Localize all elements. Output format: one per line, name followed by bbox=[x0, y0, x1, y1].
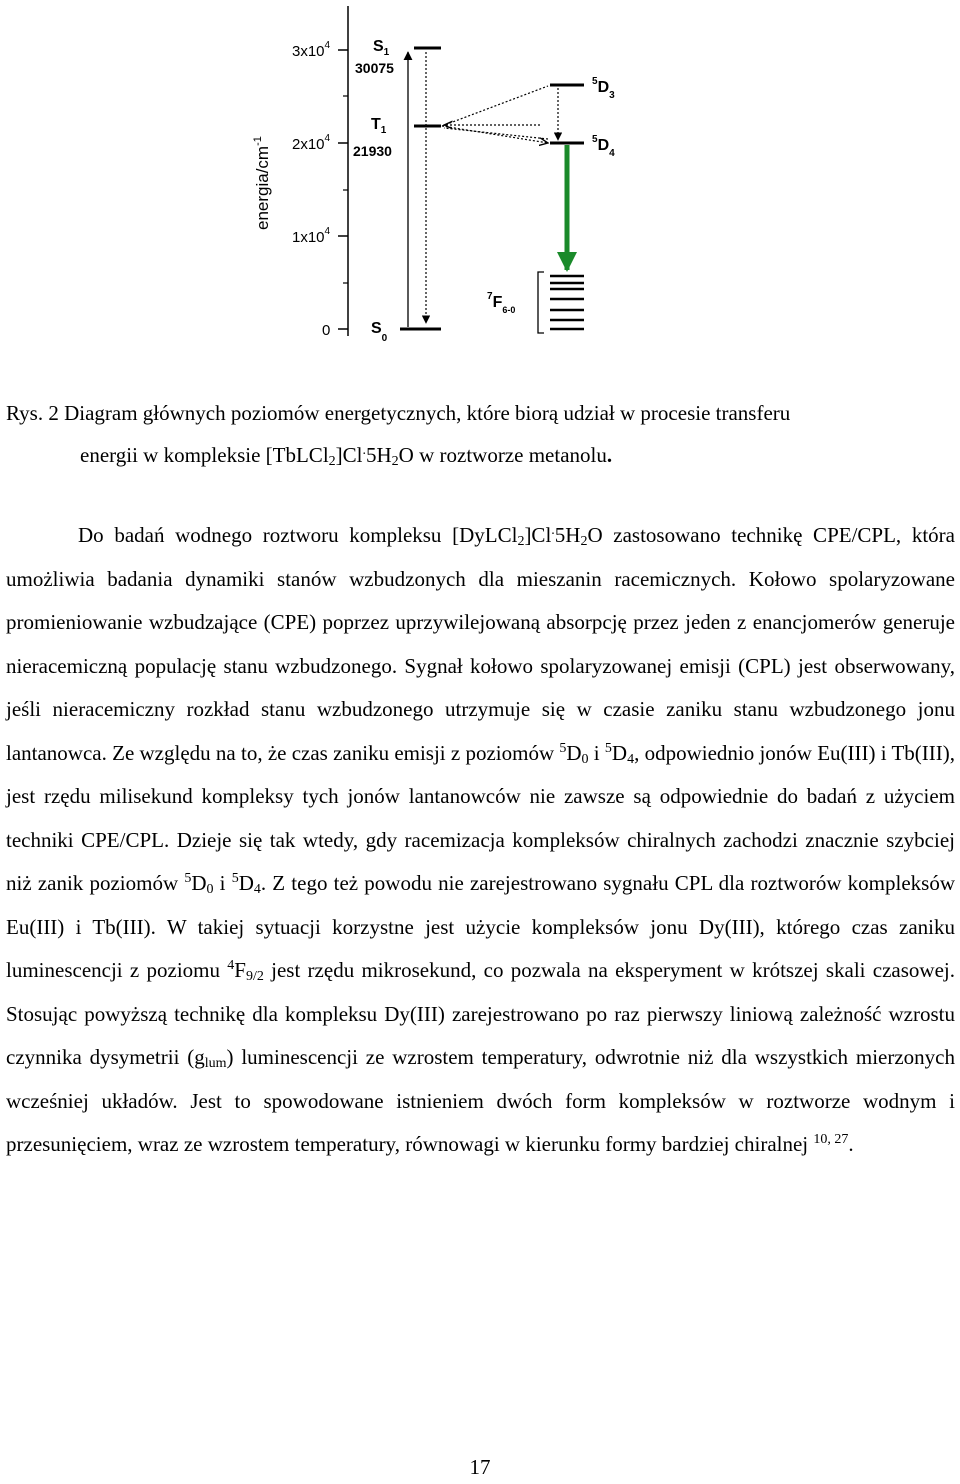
transfer-arrow-t1-d4 bbox=[442, 126, 548, 143]
tick-label: 0 bbox=[322, 322, 331, 339]
t1-label: $T_1$ bbox=[371, 116, 387, 136]
s0-label: $S_0$ bbox=[371, 320, 388, 344]
d3-label: $^5D_3$ bbox=[592, 76, 615, 101]
tick-label: $3x10^4$ bbox=[292, 40, 331, 60]
d4-label: $^5D_4$ bbox=[592, 134, 615, 159]
axis-label: energia/$cm^{-1}$ bbox=[252, 136, 272, 230]
energy-level-diagram bbox=[240, 0, 640, 355]
f-manifold bbox=[550, 276, 584, 329]
caption-line-1: Rys. 2 Diagram głównych poziomów energetycznych, które biorą udział w procesie transferu bbox=[6, 401, 791, 425]
page-number: 17 bbox=[469, 1455, 491, 1479]
s1-label: $S_1$ bbox=[373, 38, 390, 58]
back-transfer-arrow-2 bbox=[444, 128, 548, 139]
f-label: $^7F_{6-0}$ bbox=[487, 291, 516, 315]
caption-line-2: energii w kompleksie $[TbLCl_2]Cl^.5H_2O$ w roztworze metanolu. bbox=[80, 443, 613, 469]
figure-caption bbox=[6, 392, 956, 476]
transfer-arrow-t1-d3 bbox=[442, 86, 548, 126]
s1-energy: 30075 bbox=[355, 60, 394, 76]
tick-label: $1x10^4$ bbox=[292, 226, 331, 246]
tick-label: $2x10^4$ bbox=[292, 133, 331, 153]
t1-energy: 21930 bbox=[353, 143, 392, 159]
f-manifold-bracket bbox=[538, 272, 544, 333]
body-paragraph: Do badań wodnego roztworu kompleksu $[DyLCl_2]Cl^.5H_2O$ zastosowano technikę CPE/CPL, która umożliwia badania dynamiki stanów wzbudzonych dla mieszanin racemicznych. Kołowo spolaryzowane promieniowanie wzbudzające (CPE) poprzez uprzywilejowaną absorpcję przez jeden z enancjomerów generuje nieracemiczną populację stanu wzbudzonego. Sygnał kołowo spolaryzowanej emisji (CPL) jest obserwowany, jeśli nieracemiczny rozkład stanu wzbudzonego utrzymuje się w czasie zaniku stanu wzbudzonego jonu lantanowca. Ze względu na to, że czas zaniku emisji z poziomów $^5D_0$ i $^5D_4$, odpowiednio jonów Eu(III) i Tb(III), jest rzędu milisekund kompleksy tych jonów lantanowców nie zawsze są odpowiednie do badań z użyciem techniki CPE/CPL. Dzieje się tak wtedy, gdy racemizacja kompleksów chiralnych zachodzi znacznie szybciej niż zanik poziomów $^5D_0$ i $^5D_4$. Z tego też powodu nie zarejestrowano sygnału CPL dla roztworów kompleksów Eu(III) i Tb(III). W takiej sytuacji korzystne jest użycie kompleksów jonu Dy(III), którego czas zaniku luminescencji z poziomu $^4F_{9/2}$ jest rzędu mikrosekund, co pozwala na eksperyment w krótszej skali czasowej. Stosując powyższą technikę dla kompleksu Dy(III) zarejestrowano po raz pierwszy liniową zależność wzrostu czynnika dysymetrii $(g_{lum})$ luminescencji ze wzrostem temperatury, odwrotnie niż dla wszystkich mierzonych wcześniej układów. Jest to spowodowane istnieniem dwóch form kompleksów w roztworze wodnym i przesunięciem, wraz ze wzrostem temperatury, równowagi w kierunku formy bardziej chiralnej $^{10, 27}$. bbox=[6, 523, 956, 1156]
